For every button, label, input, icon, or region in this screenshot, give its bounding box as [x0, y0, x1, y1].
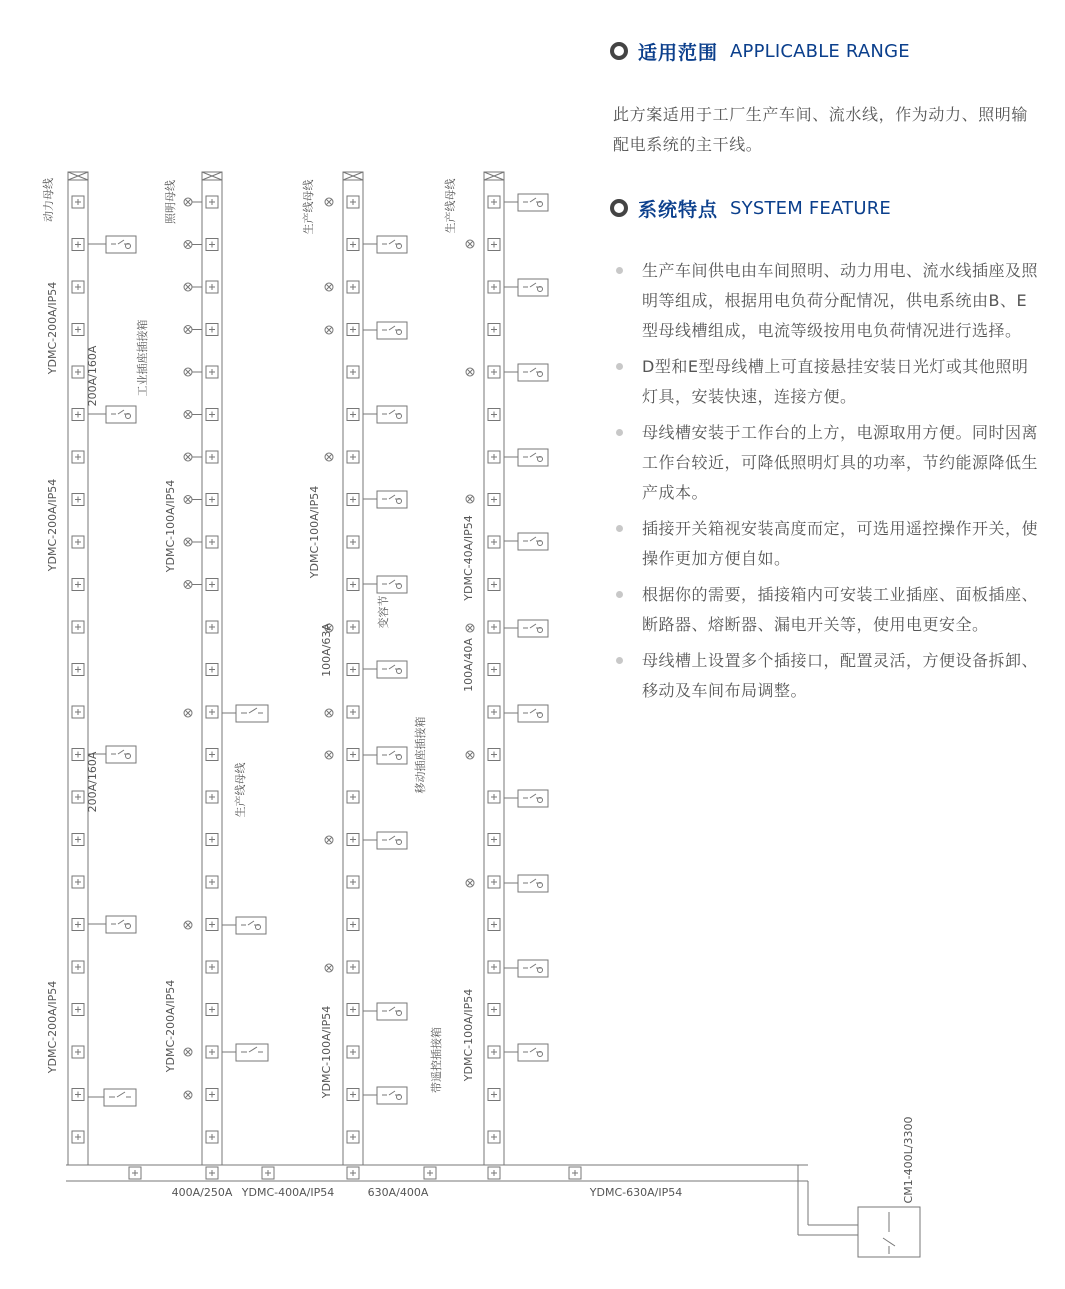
label-col1_breaker2: 200A/160A: [86, 751, 99, 813]
label-col3_top: 生产线母线: [302, 179, 315, 235]
label-col3_seg1: YDMC-100A/IP54: [308, 485, 321, 579]
lamp-cross-icon: [185, 922, 191, 928]
plug-socket-box: [518, 364, 548, 381]
tap-unit-mark: [491, 837, 497, 843]
feature-item: [613, 580, 1043, 640]
tap-unit-mark: [75, 1092, 81, 1098]
lamp-cross-icon: [467, 241, 473, 247]
tap-unit-mark: [75, 412, 81, 418]
plug-socket-box: [518, 790, 548, 807]
tap-unit-mark: [209, 284, 215, 290]
tap-unit-mark: [350, 199, 356, 205]
label-col1_seg2: YDMC-200A/IP54: [46, 478, 59, 572]
tap-unit-mark: [350, 1007, 356, 1013]
label-col1_breaker1: 200A/160A: [86, 345, 99, 407]
tap-unit-mark: [350, 539, 356, 545]
tap-unit-mark: [491, 667, 497, 673]
plug-socket-box: [106, 236, 136, 253]
lamp-cross-icon: [326, 284, 332, 290]
feature-item: [613, 418, 1043, 508]
tap-unit-mark: [350, 709, 356, 715]
plug-socket-box: [236, 917, 266, 934]
plug-socket-box: [518, 960, 548, 977]
feature-text: D型和E型母线槽上可直接悬挂安装日光灯或其他照明灯具，安装快速，连接方便。: [642, 357, 1029, 406]
lamp-cross-icon: [185, 242, 191, 248]
tap-unit-mark: [350, 369, 356, 375]
busway-end-cap-mark: [484, 172, 504, 180]
lamp-cross-icon: [467, 880, 473, 886]
tap-unit-mark: [491, 199, 497, 205]
feature-list: [613, 256, 1043, 712]
feature-item: [613, 352, 1043, 412]
switch-box: [104, 1089, 136, 1106]
plug-socket-box: [106, 916, 136, 933]
bullet-dot-icon: [616, 267, 623, 274]
tap-unit-mark: [209, 1134, 215, 1140]
label-col3_mobile: 移动插座插接箱: [414, 716, 427, 794]
label-col1_seg1: YDMC-200A/IP54: [46, 281, 59, 375]
plug-socket-box: [377, 832, 407, 849]
feature-text: 母线槽安装于工作台的上方，电源取用方便。同时因离工作台较近，可降低照明灯具的功率，节约能源降低生产成本。: [642, 423, 1039, 502]
ring-bullet-icon: [610, 42, 628, 60]
lamp-cross-icon: [467, 625, 473, 631]
tap-unit-mark: [75, 1007, 81, 1013]
system-feature-title-cn: 系统特点: [638, 198, 719, 221]
bullet-dot-icon: [616, 363, 623, 370]
applicable-range-header: [610, 37, 910, 65]
tap-unit-mark: [209, 454, 215, 460]
tap-unit-mark: [75, 1134, 81, 1140]
tap-unit-mark: [209, 964, 215, 970]
plug-socket-box: [377, 747, 407, 764]
plug-socket-box: [518, 279, 548, 296]
tap-unit-mark: [209, 794, 215, 800]
tap-unit-mark: [75, 454, 81, 460]
tap-unit-mark: [350, 752, 356, 758]
tap-unit-mark: [209, 242, 215, 248]
plug-socket-box: [518, 705, 548, 722]
plug-socket-box: [377, 236, 407, 253]
tap-unit-mark: [491, 964, 497, 970]
lamp-cross-icon: [185, 327, 191, 333]
tap-unit-mark: [491, 709, 497, 715]
tap-unit-mark: [209, 539, 215, 545]
plug-socket-box: [518, 875, 548, 892]
bullet-dot-icon: [616, 657, 623, 664]
lamp-cross-icon: [185, 1092, 191, 1098]
switch-box: [236, 1044, 268, 1061]
plug-socket-box: [518, 449, 548, 466]
plug-socket-box: [377, 406, 407, 423]
tap-unit-mark: [491, 454, 497, 460]
lamp-cross-icon: [185, 199, 191, 205]
lamp-cross-icon: [467, 369, 473, 375]
tap-unit-mark: [265, 1170, 271, 1176]
tap-unit-mark: [491, 1007, 497, 1013]
lamp-cross-icon: [185, 284, 191, 290]
label-col2_tap: 生产线母线: [234, 762, 247, 818]
plug-socket-box: [377, 576, 407, 593]
tap-unit-mark: [350, 242, 356, 248]
label-col1_box: 工业插座插接箱: [136, 319, 149, 397]
tap-unit-mark: [491, 284, 497, 290]
plug-socket-box: [377, 491, 407, 508]
tap-unit-mark: [350, 879, 356, 885]
label-col1_seg3: YDMC-200A/IP54: [46, 980, 59, 1074]
label-col3_expansion: 变容节: [377, 595, 390, 629]
feature-item: [613, 256, 1043, 346]
tap-unit-mark: [491, 1134, 497, 1140]
tap-unit-mark: [491, 327, 497, 333]
feature-item: [613, 646, 1043, 706]
tap-unit-mark: [209, 879, 215, 885]
tap-unit-mark: [491, 1170, 497, 1176]
plug-socket-box: [518, 533, 548, 550]
lamp-cross-icon: [326, 454, 332, 460]
tap-unit-mark: [75, 497, 81, 503]
tap-unit-mark: [427, 1170, 433, 1176]
lamp-cross-icon: [185, 710, 191, 716]
tap-unit-mark: [75, 964, 81, 970]
busway-end-cap-mark: [202, 172, 222, 180]
feature-text: 母线槽上设置多个插接口，配置灵活，方便设备拆卸、移动及车间布局调整。: [642, 651, 1039, 700]
tap-unit-mark: [350, 1170, 356, 1176]
tap-unit-mark: [350, 454, 356, 460]
lamp-cross-icon: [467, 496, 473, 502]
tap-unit-mark: [209, 624, 215, 630]
plug-socket-box: [106, 746, 136, 763]
label-col4_breaker: 100A/40A: [462, 638, 475, 692]
tap-unit-mark: [75, 539, 81, 545]
tap-unit-mark: [75, 199, 81, 205]
label-col4_top: 生产线母线: [444, 178, 457, 234]
lamp-cross-icon: [185, 412, 191, 418]
busway-end-cap-mark: [343, 172, 363, 180]
label-col3_seg2: YDMC-100A/IP54: [320, 1005, 333, 1099]
system-feature-header: [610, 194, 891, 222]
bullet-dot-icon: [616, 591, 623, 598]
tap-unit-mark: [491, 1049, 497, 1055]
feature-text: 根据你的需要，插接箱内可安装工业插座、面板插座、断路器、熔断器、漏电开关等，使用电更安全。: [642, 585, 1039, 634]
tap-unit-mark: [209, 709, 215, 715]
label-col4_remote: 带遥控插接箱: [430, 1027, 443, 1093]
tap-unit-mark: [209, 199, 215, 205]
label-bottom_seg2: YDMC-630A/IP54: [589, 1186, 683, 1199]
tap-unit-mark: [350, 964, 356, 970]
tap-unit-mark: [75, 709, 81, 715]
plug-socket-box: [106, 406, 136, 423]
lamp-cross-icon: [185, 1049, 191, 1055]
tap-unit-mark: [75, 284, 81, 290]
tap-unit-mark: [350, 624, 356, 630]
label-col1_top: 动力母线: [42, 178, 55, 222]
tap-unit-mark: [350, 284, 356, 290]
tap-unit-mark: [75, 242, 81, 248]
tap-unit-mark: [209, 667, 215, 673]
switch-box-icon: [109, 1092, 131, 1097]
tap-unit-mark: [75, 369, 81, 375]
tap-unit-mark: [350, 582, 356, 588]
tap-unit-mark: [75, 667, 81, 673]
feature-item: [613, 514, 1043, 574]
plug-socket-box: [377, 1087, 407, 1104]
tap-unit-mark: [75, 794, 81, 800]
bullet-dot-icon: [616, 525, 623, 532]
plug-socket-box: [377, 661, 407, 678]
lamp-cross-icon: [326, 710, 332, 716]
lamp-cross-icon: [326, 752, 332, 758]
label-col3_breaker: 100A/63A: [320, 623, 333, 677]
tap-unit-mark: [350, 1134, 356, 1140]
lamp-cross-icon: [185, 454, 191, 460]
lamp-cross-icon: [185, 539, 191, 545]
feature-text: 生产车间供电由车间照明、动力用电、流水线插座及照明等组成，根据用电负荷分配情况，供电系统由B、E型母线槽组成，电流等级按用电负荷情况进行选择。: [642, 261, 1039, 340]
lamp-cross-icon: [467, 752, 473, 758]
tap-unit-mark: [350, 794, 356, 800]
system-feature-title-en: SYSTEM FEATURE: [730, 197, 891, 219]
tap-unit-mark: [350, 837, 356, 843]
applicable-range-title-en: APPLICABLE RANGE: [730, 40, 910, 62]
tap-unit-mark: [75, 582, 81, 588]
tap-unit-mark: [491, 624, 497, 630]
tap-unit-mark: [209, 752, 215, 758]
label-bottom_breaker2: 630A/400A: [367, 1186, 429, 1199]
tap-unit-mark: [491, 1092, 497, 1098]
ring-bullet-icon: [610, 199, 628, 217]
breaker-icon: [883, 1212, 895, 1254]
tap-unit-mark: [491, 582, 497, 588]
tap-unit-mark: [350, 1049, 356, 1055]
label-bottom_breaker1: 400A/250A: [171, 1186, 233, 1199]
tap-unit-mark: [75, 879, 81, 885]
tap-unit-mark: [491, 752, 497, 758]
tap-unit-mark: [75, 327, 81, 333]
tap-unit-mark: [491, 539, 497, 545]
tap-unit-mark: [350, 412, 356, 418]
tap-unit-mark: [491, 242, 497, 248]
tap-unit-mark: [209, 837, 215, 843]
switch-box-icon: [241, 1047, 263, 1052]
label-col4_seg2: YDMC-100A/IP54: [462, 988, 475, 1082]
tap-unit-mark: [491, 794, 497, 800]
tap-unit-mark: [132, 1170, 138, 1176]
tap-unit-mark: [209, 327, 215, 333]
tap-unit-mark: [75, 624, 81, 630]
tap-unit-mark: [75, 752, 81, 758]
tap-unit-mark: [75, 1049, 81, 1055]
lamp-cross-icon: [326, 965, 332, 971]
tap-unit-mark: [350, 327, 356, 333]
tap-unit-mark: [209, 922, 215, 928]
tap-unit-mark: [491, 497, 497, 503]
label-col4_seg1: YDMC-40A/IP54: [462, 515, 475, 601]
tap-unit-mark: [75, 837, 81, 843]
tap-unit-mark: [209, 1170, 215, 1176]
tap-unit-mark: [572, 1170, 578, 1176]
applicable-range-text: 此方案适用于工厂生产车间、流水线，作为动力、照明输配电系统的主干线。: [613, 105, 1029, 154]
switch-box: [236, 705, 268, 722]
plug-socket-box: [518, 194, 548, 211]
tap-unit-mark: [491, 412, 497, 418]
label-col2_top: 照明母线: [164, 180, 177, 224]
tap-unit-mark: [491, 922, 497, 928]
tap-unit-mark: [209, 369, 215, 375]
tap-unit-mark: [491, 369, 497, 375]
tap-unit-mark: [209, 582, 215, 588]
tap-unit-mark: [209, 412, 215, 418]
tap-unit-mark: [491, 879, 497, 885]
label-col2_seg1: YDMC-100A/IP54: [164, 479, 177, 573]
label-cabinet: CM1-400L/3300: [902, 1116, 915, 1204]
plug-socket-box: [518, 620, 548, 637]
busway-end-cap-mark: [68, 172, 88, 180]
tap-unit-mark: [350, 497, 356, 503]
lamp-cross-icon: [185, 497, 191, 503]
bullet-dot-icon: [616, 429, 623, 436]
tap-unit-mark: [350, 667, 356, 673]
tap-unit-mark: [209, 497, 215, 503]
tap-unit-mark: [350, 922, 356, 928]
tap-unit-mark: [75, 922, 81, 928]
switch-box-icon: [241, 708, 263, 713]
lamp-cross-icon: [326, 327, 332, 333]
lamp-cross-icon: [326, 837, 332, 843]
lamp-cross-icon: [326, 199, 332, 205]
plug-socket-box: [377, 1003, 407, 1020]
plug-socket-box: [377, 322, 407, 339]
tap-unit-mark: [209, 1049, 215, 1055]
applicable-range-title-cn: 适用范围: [638, 41, 719, 64]
plug-socket-box: [518, 1044, 548, 1061]
lamp-cross-icon: [185, 369, 191, 375]
label-bottom_seg1: YDMC-400A/IP54: [241, 1186, 335, 1199]
lamp-cross-icon: [185, 582, 191, 588]
tap-unit-mark: [350, 1092, 356, 1098]
label-col2_seg2: YDMC-200A/IP54: [164, 979, 177, 1073]
feature-text: 插接开关箱视安装高度而定，可选用遥控操作开关，使操作更加方便自如。: [642, 519, 1039, 568]
tap-unit-mark: [209, 1007, 215, 1013]
tap-unit-mark: [209, 1092, 215, 1098]
